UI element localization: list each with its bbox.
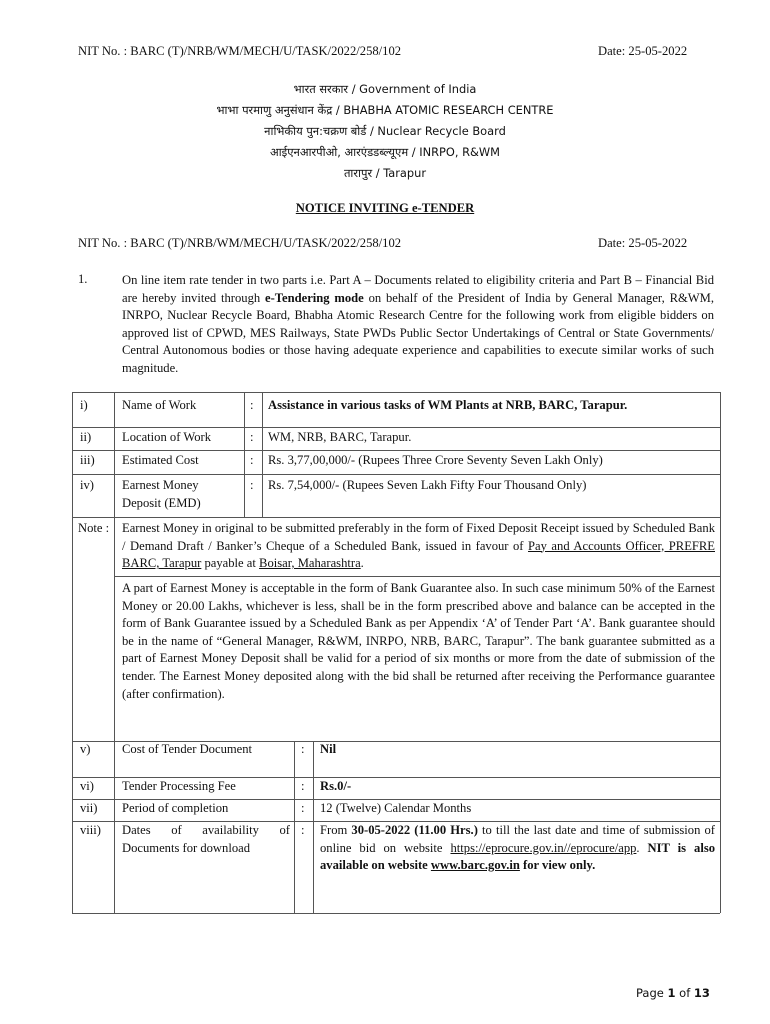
availability-start-date: 30-05-2022 (11.00 Hrs.) bbox=[351, 823, 478, 837]
note-text: Earnest Money in original to be submitted preferably in the form of Fixed Deposit Receipt issued by Scheduled Bank / Demand Draft / Banker’s Cheque of a Scheduled Bank, issued in favour of Pay and Accounts Officer, PREFRE BARC, Tarapur payable at Boisar, Maharashtra. bbox=[122, 521, 715, 571]
tender-cost-value: Nil bbox=[320, 742, 337, 756]
header-nit-number: NIT No. : BARC (T)/NRB/WM/MECH/U/TASK/2022/258/102 bbox=[78, 44, 402, 58]
location-of-work-value: WM, NRB, BARC, Tarapur. bbox=[268, 430, 412, 444]
location-of-work-label: Location of Work bbox=[122, 430, 211, 444]
separator: : bbox=[250, 478, 254, 492]
estimated-cost-label: Estimated Cost bbox=[122, 453, 199, 467]
org-tarapur: तारापुर / Tarapur bbox=[343, 166, 427, 180]
availability-dates-label: Dates of availability of Documents for download bbox=[122, 823, 290, 855]
para-number: 1. bbox=[78, 272, 88, 286]
table-row-num: vii) bbox=[80, 801, 98, 815]
separator: : bbox=[250, 453, 254, 467]
payable-place: Boisar, Maharashtra bbox=[259, 556, 361, 571]
org-nrb: नाभिकीय पुन:चक्रण बोर्ड / Nuclear Recycle Board bbox=[264, 124, 506, 138]
table-row-num: v) bbox=[80, 742, 91, 756]
org-barc: भाभा परमाणु अनुसंधान केंद्र / BHABHA ATOMIC RESEARCH CENTRE bbox=[216, 103, 554, 117]
nit-date: Date: 25-05-2022 bbox=[598, 236, 688, 250]
payee-name: Pay and Accounts Officer, PREFRE BARC, Tarapur bbox=[122, 538, 715, 571]
separator: : bbox=[301, 742, 305, 756]
table-row-num: i) bbox=[80, 398, 88, 412]
note-label: Note : bbox=[78, 521, 110, 535]
separator: : bbox=[301, 823, 305, 837]
estimated-cost-value: Rs. 3,77,00,000/- (Rupees Three Crore Seventy Seven Lakh Only) bbox=[268, 453, 603, 467]
header-date: Date: 25-05-2022 bbox=[598, 44, 688, 58]
page-number: Page 1 of 13 bbox=[636, 986, 710, 1000]
org-government: भारत सरकार / Government of India bbox=[293, 82, 477, 96]
para-intro: On line item rate tender in two parts i.e. Part A – Documents related to eligibility criteria and Part B – Financial Bid are hereby invited through e-Tendering mode on behalf of the President of India by General Manager, R&WM, INRPO, Nuclear Recycle Board, Bhabha Atomic Research Centre for the following work from eligible bidders on approved list of CPWD, MES Railways, State PWDs Public Sector Undertakings of Central or State Governments/ Central Autonomous bodies or those having adequate experience and capabilities to execute similar works of such magnitude. bbox=[122, 273, 714, 375]
processing-fee-value: Rs.0/- bbox=[320, 779, 352, 793]
availability-dates-value: From 30-05-2022 (11.00 Hrs.) to till the last date and time of submission of online bid on website https://eprocure.gov.in//eprocure/app. NIT is also available on website www.barc.gov.in for view only. bbox=[320, 823, 716, 873]
separator: : bbox=[301, 779, 305, 793]
name-of-work-label: Name of Work bbox=[122, 398, 197, 412]
table-row-num: viii) bbox=[80, 823, 101, 837]
tender-cost-label: Cost of Tender Document bbox=[122, 742, 253, 756]
separator: : bbox=[250, 430, 254, 444]
eprocure-link[interactable]: https://eprocure.gov.in//eprocure/app bbox=[450, 840, 637, 855]
org-inrpo: आईएनआरपीओ, आरएंडडब्ल्यूएम / INRPO, R&WM bbox=[270, 145, 500, 159]
separator: : bbox=[250, 398, 254, 412]
e-tendering-mode: e-Tendering mode bbox=[264, 290, 364, 305]
name-of-work-value: Assistance in various tasks of WM Plants at NRB, BARC, Tarapur. bbox=[268, 398, 628, 412]
emd-label: Earnest Money Deposit (EMD) bbox=[122, 478, 201, 510]
bank-guarantee-text: A part of Earnest Money is acceptable in the form of Bank Guarantee also. In such case minimum 50% of the Earnest Money or 20.00 Lakhs, whichever is less, shall be in the form prescribed above and balance can be accepted in the form of Bank Guarantee issued by a Scheduled Bank as per Appendix ‘A’ of Tender Part ‘A’. Bank guarantee should be in the name of “General Manager, R&WM, INRPO, NRB, BARC, Tarapur”. The bank guarantee submitted as a part of Earnest Money Deposit shall be valid for a period of six months or more from the date of submission of the tender. The Earnest Money deposited along with the bid shall be returned after receiving the Performance guarantee (after confirmation). bbox=[122, 581, 715, 701]
table-row-num: iv) bbox=[80, 478, 94, 492]
nit-number: NIT No. : BARC (T)/NRB/WM/MECH/U/TASK/2022/258/102 bbox=[78, 236, 402, 250]
barc-website-link[interactable]: www.barc.gov.in bbox=[430, 858, 520, 873]
separator: : bbox=[301, 801, 305, 815]
emd-value: Rs. 7,54,000/- (Rupees Seven Lakh Fifty Four Thousand Only) bbox=[268, 478, 587, 492]
table-row-num: ii) bbox=[80, 430, 92, 444]
notice-title: NOTICE INVITING e-TENDER bbox=[295, 201, 475, 215]
table-row-num: iii) bbox=[80, 453, 95, 467]
completion-period-value: 12 (Twelve) Calendar Months bbox=[320, 801, 472, 815]
processing-fee-label: Tender Processing Fee bbox=[122, 779, 236, 793]
table-row-num: vi) bbox=[80, 779, 94, 793]
completion-period-label: Period of completion bbox=[122, 801, 229, 815]
